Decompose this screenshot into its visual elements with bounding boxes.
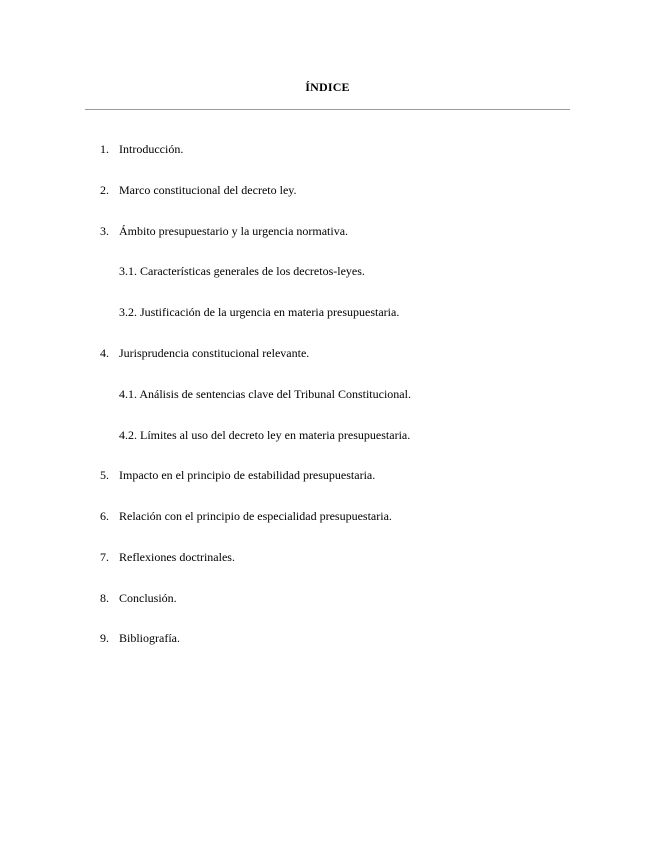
toc-entry-number: 5. (100, 468, 109, 482)
toc-entry-number: 3. (100, 224, 109, 238)
toc-subentry-label: 4.1. Análisis de sentencias clave del Tribunal Constitucional. (119, 387, 411, 401)
toc-entry-number: 9. (100, 631, 109, 645)
page-title: ÍNDICE (305, 80, 350, 94)
toc-subentry-label: 3.1. Características generales de los decretos-leyes. (119, 264, 365, 278)
toc-entry-label: Ámbito presupuestario y la urgencia normativa. (119, 224, 349, 238)
toc-entry-number: 8. (100, 591, 109, 605)
toc-entry-label: Conclusión. (119, 591, 177, 605)
toc-entry-number: 6. (100, 509, 109, 523)
toc-entry-label: Marco constitucional del decreto ley. (119, 183, 297, 197)
title-divider (85, 109, 570, 110)
toc-entry-label: Impacto en el principio de estabilidad presupuestaria. (119, 468, 376, 482)
toc-entry-number: 1. (100, 142, 109, 156)
toc-subentry-label: 3.2. Justificación de la urgencia en materia presupuestaria. (119, 305, 400, 319)
toc-entry-label: Introducción. (119, 142, 184, 156)
toc-subentry-label: 4.2. Límites al uso del decreto ley en materia presupuestaria. (119, 428, 411, 442)
toc-entry-number: 7. (100, 550, 109, 564)
toc-entry-label: Jurisprudencia constitucional relevante. (119, 346, 310, 360)
toc-entry-number: 2. (100, 183, 109, 197)
toc-entry-label: Relación con el principio de especialidad presupuestaria. (119, 509, 392, 523)
toc-entry-label: Bibliografía. (119, 631, 180, 645)
toc-entry-number: 4. (100, 346, 109, 360)
toc-entry-label: Reflexiones doctrinales. (119, 550, 235, 564)
